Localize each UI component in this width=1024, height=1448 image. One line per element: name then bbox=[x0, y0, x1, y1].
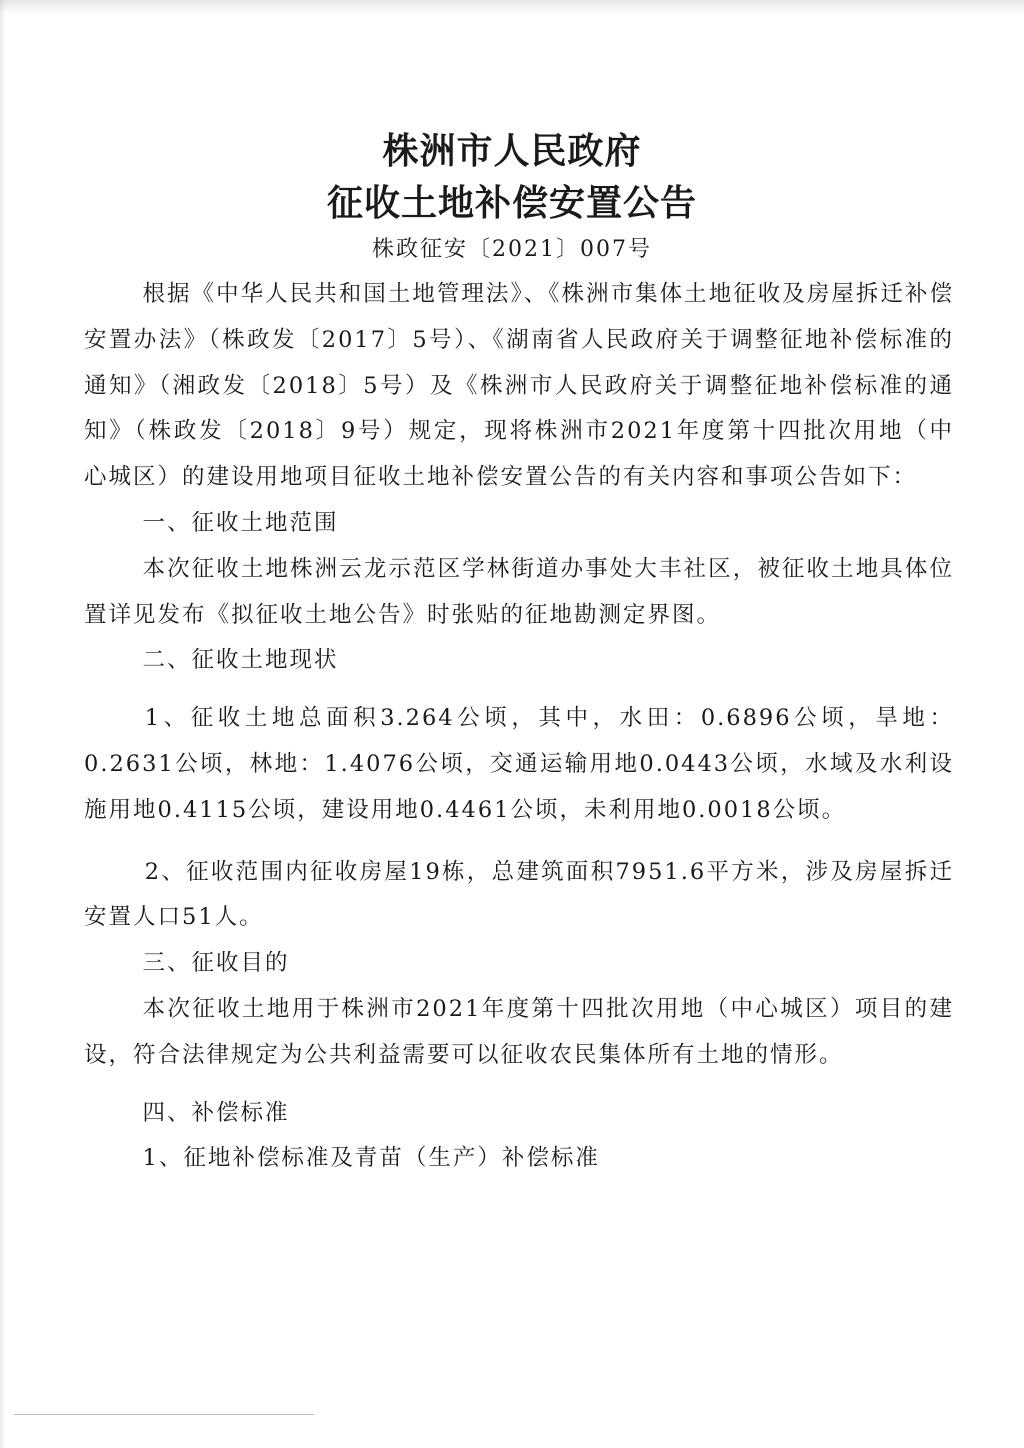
section-heading-purpose: 三、征收目的 bbox=[142, 950, 290, 977]
document-number: 株政征安〔2021〕007号 bbox=[372, 237, 652, 262]
document-body bbox=[84, 272, 954, 1182]
section-heading-compensation: 四、补偿标准 bbox=[142, 1099, 290, 1126]
paragraph-compensation-item-1: 1、征地补偿标准及青苗（生产）补偿标准 bbox=[142, 1145, 600, 1172]
paragraph-scope: 本次征收土地株洲云龙示范区学林街道办事处大丰社区，被征收土地具体位置详见发布《拟征收土地公告》时张贴的征地勘测定界图。 bbox=[84, 555, 954, 628]
scan-shadow-top bbox=[0, 0, 1024, 14]
paragraph-houses: 2、征收范围内征收房屋19栋，总建筑面积7951.6平方米，涉及房屋拆迁安置人口51人。 bbox=[84, 858, 954, 931]
document-title-line-2: 征收土地补偿安置公告 bbox=[326, 183, 697, 224]
scan-line-bottom bbox=[14, 1414, 314, 1415]
paragraph-purpose: 本次征收土地用于株洲市2021年度第十四批次用地（中心城区）项目的建设，符合法律规定为公共利益需要可以征收农民集体所有土地的情形。 bbox=[84, 995, 954, 1068]
section-heading-status: 二、征收土地现状 bbox=[142, 647, 339, 674]
document-title-line-1: 株洲市人民政府 bbox=[382, 131, 642, 172]
paragraph-land-area: 1、征收土地总面积3.264公顷，其中，水田：0.6896公顷，旱地：0.2631公顷，林地：1.4076公顷，交通运输用地0.0443公顷，水域及水利设施用地0.4115公顷，建设用地0.4461公顷，未利用地0.0018公顷。 bbox=[84, 705, 954, 823]
section-heading-scope: 一、征收土地范围 bbox=[142, 509, 339, 536]
paragraph-legal-basis: 根据《中华人民共和国土地管理法》、《株洲市集体土地征收及房屋拆迁补偿安置办法》（株政发〔2017〕5号）、《湖南省人民政府关于调整征地补偿标准的通知》（湘政发〔2018〕5号）及《株洲市人民政府关于调整征地补偿标准的通知》（株政发〔2018〕9号）规定，现将株洲市2021年度第十四批次用地（中心城区）的建设用地项目征收土地补偿安置公告的有关内容和事项公告如下： bbox=[84, 281, 954, 491]
